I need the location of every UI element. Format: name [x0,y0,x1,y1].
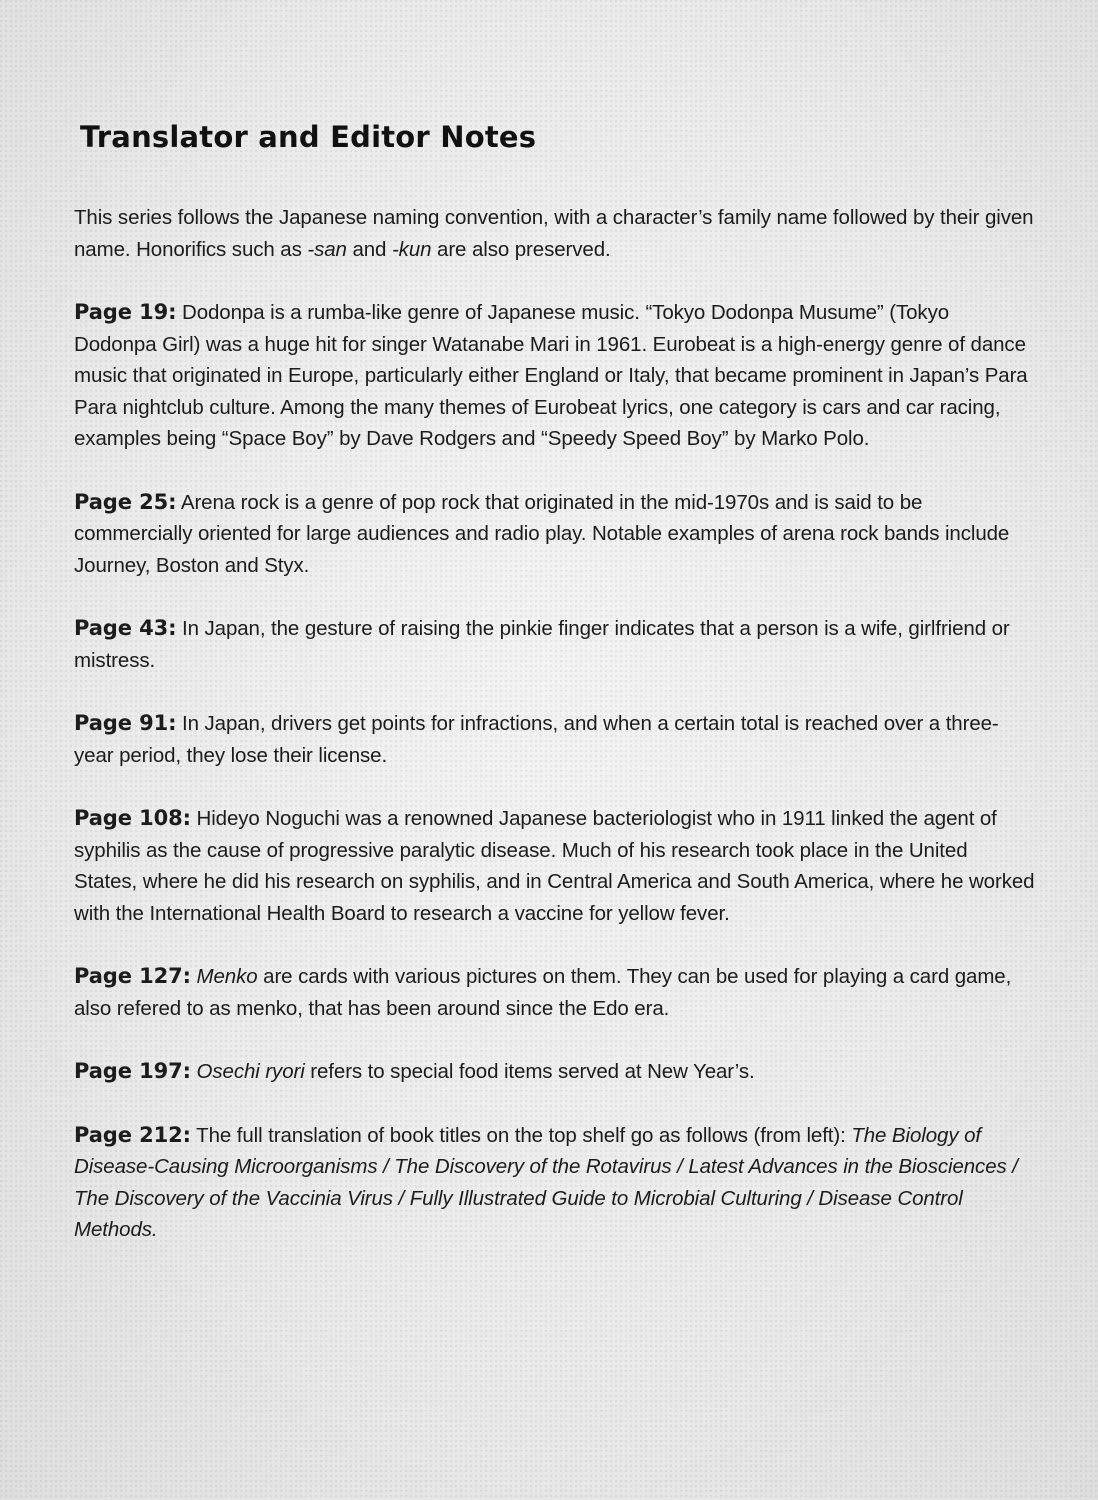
intro-paragraph [74,202,1036,265]
intro-text-1: This series follows the Japanese naming convention, with a character’s family name followed by their given name. Honorifics such as [74,206,1034,261]
note-page-127 [74,961,1036,1024]
note-label: Page 108: [74,806,191,830]
intro-text-2: are also preserved. [431,237,611,261]
note-text: In Japan, drivers get points for infractions, and when a certain total is reached over a three-year period, they lose their license. [74,712,999,767]
note-page-108 [74,803,1036,929]
note-text: Arena rock is a genre of pop rock that originated in the mid-1970s and is said to be commercially oriented for large audiences and radio play. Notable examples of arena rock bands include Journey, Boston and Styx. [74,490,1010,577]
note-label: Page 127: [74,964,191,988]
note-text: In Japan, the gesture of raising the pinkie finger indicates that a person is a wife, girlfriend or mistress. [74,617,1010,672]
note-label: Page 25: [74,489,177,514]
note-italic-term: Osechi ryori [190,1060,305,1083]
honorific-kun: -kun [391,237,432,261]
note-page-197 [74,1056,1036,1088]
note-text: The full translation of book titles on the top shelf go as follows (from left): [190,1123,852,1147]
note-text: refers to special food items served at New Year’s. [304,1060,755,1083]
note-label: Page 19: [74,300,177,324]
note-text: are cards with various pictures on them. They can be used for playing a card game, also refered to as menko, that has been around since the Edo era. [74,965,1012,1020]
honorific-san: -san [307,237,347,261]
note-label: Page 212: [74,1122,191,1147]
notes-page [74,120,1036,1278]
note-label: Page 91: [74,711,177,735]
note-page-91 [74,708,1036,771]
page-title: Translator and Editor Notes [80,120,537,154]
note-page-212 [74,1120,1036,1246]
note-page-25 [74,487,1036,582]
intro-and: and [346,237,392,261]
note-text: Hideyo Noguchi was a renowned Japanese bacteriologist who in 1911 linked the agent of syphilis as the cause of progressive paralytic disease. Much of his research took place in the United States, where he did his research on syphilis, and in Central America and South America, where he worked with the International Health Board to research a vaccine for yellow fever. [74,807,1035,925]
note-text: Dodonpa is a rumba-like genre of Japanese music. “Tokyo Dodonpa Musume” (Tokyo Dodonpa Girl) was a huge hit for singer Watanabe Mari in 1961. Eurobeat is a high-energy genre of dance music that originated in Europe, particularly either England or Italy, that became prominent in Japan’s Para Para nightclub culture. Among the many themes of Eurobeat lyrics, one category is cars and car racing, examples being “Space Boy” by Dave Rodgers and “Speedy Speed Boy” by Marko Polo. [74,301,1028,450]
book-titles: The Biology of Disease-Causing Microorganisms / The Discovery of the Rotavirus / Latest Advances in the Biosciences / The Discovery of the Vaccinia Virus / Fully Illustrated Guide to Microbial Culturing / Disease Control Methods. [74,1123,1018,1241]
note-label: Page 43: [74,616,177,640]
note-label: Page 197: [74,1059,191,1083]
note-page-43 [74,613,1036,676]
note-page-19 [74,297,1036,455]
note-italic-term: Menko [190,965,258,988]
